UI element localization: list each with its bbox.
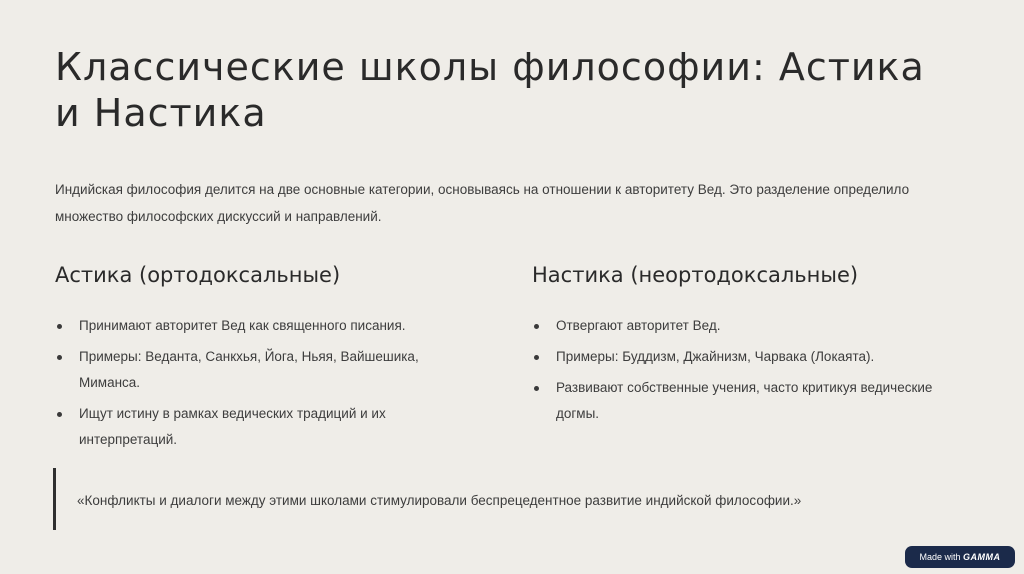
- list-item: [532, 313, 972, 339]
- badge-prefix: Made with: [919, 552, 961, 562]
- astika-heading: Астика (ортодоксальные): [55, 263, 341, 287]
- list-item-text: Принимают авторитет Вед как священного писания.: [79, 318, 406, 333]
- nastika-heading: Настика (неортодоксальные): [532, 263, 859, 287]
- bullet-icon: [57, 355, 62, 360]
- nastika-list: [532, 313, 972, 427]
- astika-column: [55, 256, 455, 458]
- bullet-icon: [57, 324, 62, 329]
- list-item: [532, 344, 972, 370]
- slide-title: Классические школы философии: Астика и Настика: [55, 45, 925, 135]
- list-item: [55, 401, 455, 453]
- list-item-text: Примеры: Буддизм, Джайнизм, Чарвака (Локаята).: [556, 349, 875, 364]
- list-item-text: Примеры: Веданта, Санкхья, Йога, Ньяя, Вайшешика, Миманса.: [79, 349, 419, 390]
- quote-text: «Конфликты и диалоги между этими школами стимулировали беспрецедентное развитие индийской философии.»: [77, 493, 802, 508]
- list-item: [55, 313, 455, 339]
- bullet-icon: [534, 324, 539, 329]
- astika-list: [55, 313, 455, 453]
- intro-paragraph: Индийская философия делится на две основные категории, основываясь на отношении к авторитету Вед. Это разделение определило множество философских дискуссий и направлений.: [55, 182, 910, 224]
- list-item: [55, 344, 455, 396]
- bullet-icon: [57, 412, 62, 417]
- bullet-icon: [534, 355, 539, 360]
- bullet-icon: [534, 386, 539, 391]
- list-item-text: Развивают собственные учения, часто критикуя ведические догмы.: [556, 380, 933, 421]
- list-item-text: Отвергают авторитет Вед.: [556, 318, 721, 333]
- gamma-logo: GAMMA: [963, 552, 1001, 562]
- nastika-column: [532, 256, 972, 432]
- list-item-text: Ищут истину в рамках ведических традиций и их интерпретаций.: [79, 406, 386, 447]
- list-item: [532, 375, 972, 427]
- quote-bar: [53, 468, 56, 530]
- made-with-gamma-badge[interactable]: [905, 546, 1015, 568]
